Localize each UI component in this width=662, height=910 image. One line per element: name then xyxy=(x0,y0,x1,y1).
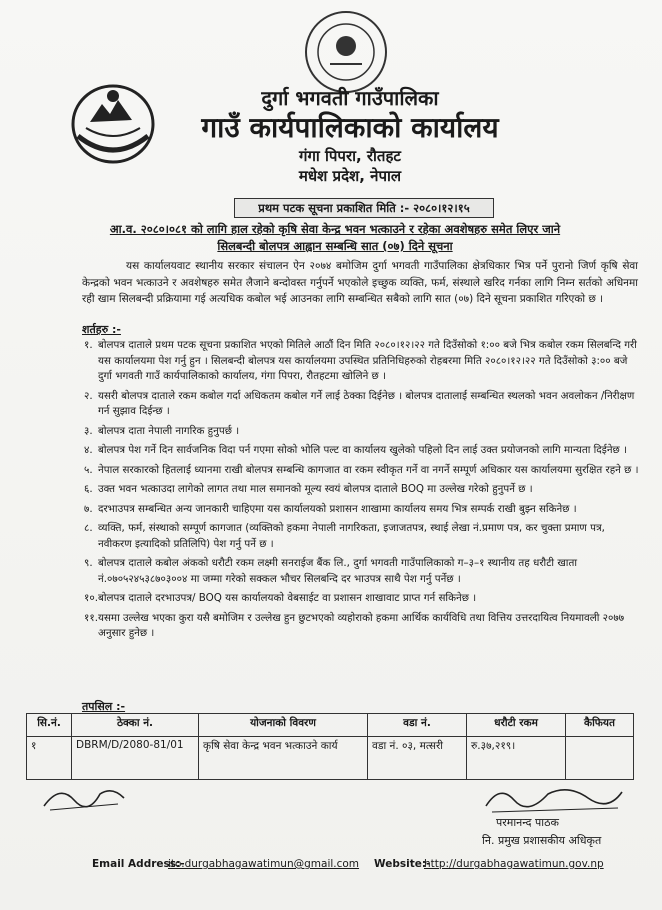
condition-item: ८. व्यक्ति, फर्म, संस्थाको सम्पूर्ण कागजात (व्यक्तिको हकमा नेपाली नागरिकता, इजाजतपत्र, स्थाई लेखा नं.प्रमाण पत्र, कर चुक्ता प्रमाण पत्र, नवीकरण इत्यादिको प्रतिलिपि) पेश गर्नु पर्ने छ । xyxy=(84,522,605,550)
municipality-name: दुर्गा भगवती गाउँपालिका xyxy=(261,86,439,110)
col-header: ठेक्का नं. xyxy=(72,714,199,737)
website-label: Website:- xyxy=(374,858,431,870)
condition-item: ४. बोलपत्र पेश गर्ने दिन सार्वजनिक विदा पर्न गएमा सोको भोलि पल्ट वा कार्यालय खुलेको पहिलो दिन लाई उक्त प्रयोजनको लागि मान्यता दिईनेछ । xyxy=(84,444,627,456)
condition-item: ७. दरभाउपत्र सम्बन्धित अन्य जानकारी चाहिएमा यस कार्यालयको प्रशासन शाखामा कार्यालय समय भित्र सम्पर्क राखी बुझ्न सकिनेछ । xyxy=(84,502,577,515)
col-header: सि.नं. xyxy=(27,714,72,737)
address-line-1: गंगा पिपरा, रौतहट xyxy=(299,147,401,165)
condition-item: ६. उक्त भवन भत्काउदा लागेको लागत तथा माल समानको मूल्य स्वयं बोलपत्र दाताले BOQ मा उल्लेख गरेको हुनुपर्ने छ । xyxy=(84,483,533,495)
office-title: गाउँ कार्यपालिकाको कार्यालय xyxy=(201,111,499,144)
condition-item: १. बोलपत्र दाताले प्रथम पटक सूचना प्रकाशित भएको मितिले आठौं दिन मिति २०८०।१२।२२ गते दिउँसोको १:०० बजे भित्र कबोल रकम सिलबन्दि गरी यस कार्यालयमा पेश गर्नु हुन । सिलबन्दी बोलपत्र यस कार्यालयमा उपस्थित प्रतिनिधिहरुको रोहबरमा मिति २०८०।१२।२२ गते दिउँसोको ३:०० बजे दुर्गा भगवती गाउँ कार्यपालिकाको कार्यालय, गंगा पिपरा, रौतहटमा खोलिने छ । xyxy=(84,339,637,382)
signatory-title: नि. प्रमुख प्रशासकीय अधिकृत xyxy=(482,834,602,847)
table-cell xyxy=(566,737,634,780)
col-header: धरौटी रकम xyxy=(467,714,566,737)
signature-right-icon xyxy=(478,778,628,818)
table-header-row xyxy=(27,714,634,737)
condition-item: २. यसरी बोलपत्र दाताले रकम कबोल गर्दा अधिकतम कबोल गर्ने लाई ठेक्का दिईनेछ । बोलपत्र दातालाई सम्बन्धित स्थलको भवन अवलोकन /निरीक्षण गर्न सुझाव दिईन्छ । xyxy=(84,389,635,417)
condition-item: ५. नेपाल सरकारको हितलाई ध्यानमा राखी बोलपत्र सम्बन्धि कागजात वा रकम स्वीकृत गर्ने वा नगर्ने सम्पूर्ण अधिकार यस कार्यालयमा सुरक्षित रहने छ । xyxy=(84,463,639,476)
table-cell: वडा नं. ०३, मत्सरी xyxy=(368,737,467,780)
col-header: वडा नं. xyxy=(368,714,467,737)
table-row xyxy=(27,737,634,780)
signatory-name: परमानन्द पाठक xyxy=(496,816,559,829)
table-cell: रु.३७,२१९। xyxy=(467,737,566,780)
conditions-heading: शर्तहरु :- xyxy=(82,323,121,336)
intro-paragraph: यस कार्यालयवाट स्थानीय सरकार संचालन ऐन २०७४ बमोजिम दुर्गा भगवती गाउँपालिका क्षेत्रधिकार भित्र पर्ने पुरानो जिर्ण कृषि सेवा केन्द्रको भवन भत्काउने र अवशेषहरु समेत लैजाने बन्दोवस्त गर्नुपर्ने भएकोले इच्छुक व्यक्ति, फर्म, संस्थाले खरिद गर्नका लागि निम्न सर्तको अधिनमा रही खाम सिलबन्दी प्रक्रियामा गई अत्यधिक कबोल भई आउनका लागि सम्बन्धित सबैको लागि सात (०७) दिने सूचना प्रकाशित गरिएको छ । xyxy=(82,260,638,305)
website-link[interactable]: http://durgabhagawatimun.gov.np xyxy=(424,858,604,870)
col-header: कैफियत xyxy=(566,714,634,737)
condition-item: ९. बोलपत्र दाताले कबोल अंकको धरौटी रकम लक्ष्मी सनराईज बैंक लि., दुर्गा भगवती गाउँपालिकाको ग–३–१ स्थानीय तह धरौटी खाता नं.०७०५२४५३८७०३००४ मा जम्मा गरेको सक्कल भौचर सिलबन्दि दर भाउपत्र साथै पेश गर्नु पर्नेछ । xyxy=(84,557,577,585)
condition-item: ११. यसमा उल्लेख भएका कुरा यसै बमोजिम र उल्लेख हुन छुटभएको व्यहोराको हकमा आर्थिक कार्यविधि तथा वित्तिय उत्तरदायित्व नियमावली २०७७ अनुसार हुनेछ । xyxy=(84,611,625,639)
conditions-list xyxy=(84,338,640,646)
details-heading: तपसिल :- xyxy=(82,700,126,713)
col-header: योजनाको विवरण xyxy=(199,714,368,737)
signature-left-icon xyxy=(40,776,130,816)
address-line-2: मधेश प्रदेश, नेपाल xyxy=(298,167,402,185)
condition-item: ३. बोलपत्र दाता नेपाली नागरिक हुनुपर्छ । xyxy=(84,424,240,437)
subject-line-2: सिलबन्दी बोलपत्र आह्वान सम्बन्धि सात (०७) दिने सूचना xyxy=(217,239,453,253)
table-cell: १ xyxy=(27,737,72,780)
details-table xyxy=(26,713,634,780)
subject-line-1: आ.व. २०८०।०८१ को लागि हाल रहेको कृषि सेवा केन्द्र भवन भत्काउने र रहेका अवशेषहरु समेत लिएर जाने xyxy=(109,222,561,236)
table-cell: कृषि सेवा केन्द्र भवन भत्काउने कार्य xyxy=(199,737,368,780)
table-cell: DBRM/D/2080-81/01 xyxy=(72,737,199,780)
publication-date: प्रथम पटक सूचना प्रकाशित मिति :- २०८०।१२।१५ xyxy=(234,198,494,218)
condition-item: १०. बोलपत्र दाताले दरभाउपत्र/ BOQ यस कार्यालयको वेबसाईट वा प्रशासन शाखावाट प्राप्त गर्न सकिनेछ । xyxy=(84,592,477,604)
email-label: Email Address:- xyxy=(92,858,185,870)
email-link[interactable]: ito.durgabhagawatimun@gmail.com xyxy=(168,858,360,870)
